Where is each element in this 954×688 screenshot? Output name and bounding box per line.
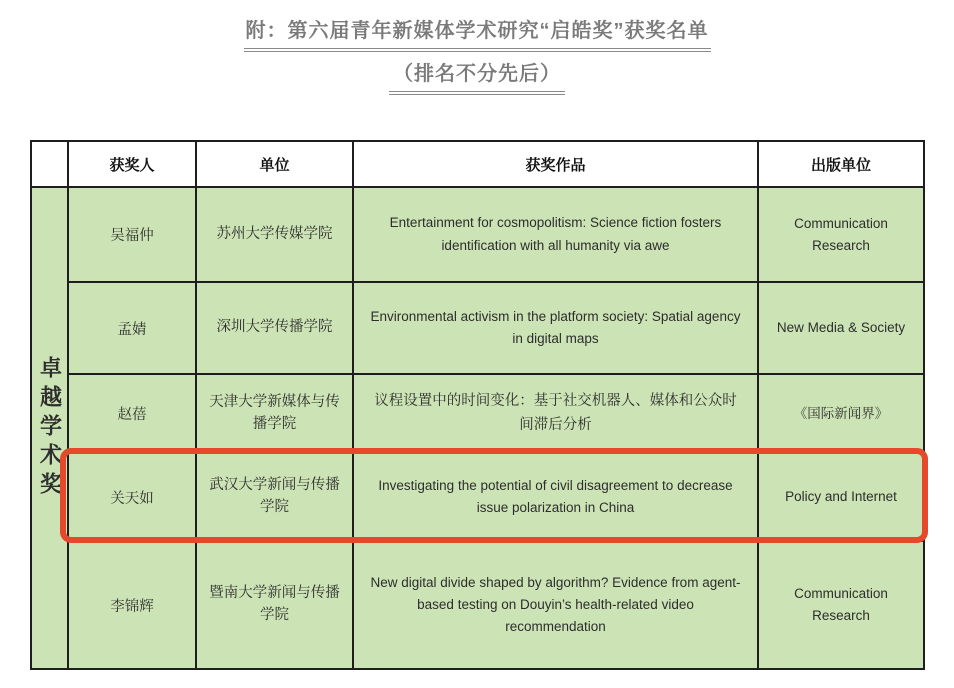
column-header-winner: 获奖人 bbox=[68, 141, 196, 187]
winner-cell: 关天如 bbox=[68, 453, 196, 541]
publisher-cell: Communication Research bbox=[758, 541, 924, 669]
work-cell: New digital divide shaped by algorithm? Evidence from agent-based testing on Douyin’s health-related video recommendation bbox=[353, 541, 758, 669]
work-cell: 议程设置中的时间变化：基于社交机器人、媒体和公众时间滞后分析 bbox=[353, 374, 758, 453]
org-cell: 天津大学新媒体与传播学院 bbox=[196, 374, 353, 453]
table-row bbox=[31, 282, 924, 374]
org-cell: 武汉大学新闻与传播学院 bbox=[196, 453, 353, 541]
org-cell: 暨南大学新闻与传播学院 bbox=[196, 541, 353, 669]
table-row bbox=[31, 541, 924, 669]
page-title: 附：第六届青年新媒体学术研究“启皓奖”获奖名单 bbox=[244, 14, 711, 52]
publisher-cell: Policy and Internet bbox=[758, 453, 924, 541]
column-header-work: 获奖作品 bbox=[353, 141, 758, 187]
table-row-highlighted bbox=[31, 453, 924, 541]
category-label: 卓越学术奖 bbox=[37, 355, 63, 501]
work-cell: Investigating the potential of civil disagreement to decrease issue polarization in China bbox=[353, 453, 758, 541]
awards-table bbox=[30, 140, 925, 670]
table-header-row bbox=[31, 141, 924, 187]
work-cell: Entertainment for cosmopolitism: Science fiction fosters identification with all humanity via awe bbox=[353, 187, 758, 282]
subtitle-block bbox=[0, 57, 954, 95]
title-block bbox=[0, 14, 954, 52]
publisher-cell: New Media & Society bbox=[758, 282, 924, 374]
corner-cell bbox=[31, 141, 68, 187]
work-cell: Environmental activism in the platform society: Spatial agency in digital maps bbox=[353, 282, 758, 374]
table-row bbox=[31, 374, 924, 453]
org-cell: 深圳大学传播学院 bbox=[196, 282, 353, 374]
category-cell bbox=[31, 187, 68, 669]
winner-cell: 赵蓓 bbox=[68, 374, 196, 453]
publisher-cell: 《国际新闻界》 bbox=[758, 374, 924, 453]
winner-cell: 吴福仲 bbox=[68, 187, 196, 282]
org-cell: 苏州大学传媒学院 bbox=[196, 187, 353, 282]
publisher-cell: Communication Research bbox=[758, 187, 924, 282]
column-header-org: 单位 bbox=[196, 141, 353, 187]
page-subtitle: （排名不分先后） bbox=[389, 57, 565, 95]
winner-cell: 孟婧 bbox=[68, 282, 196, 374]
column-header-publisher: 出版单位 bbox=[758, 141, 924, 187]
table-row bbox=[31, 187, 924, 282]
winner-cell: 李锦辉 bbox=[68, 541, 196, 669]
